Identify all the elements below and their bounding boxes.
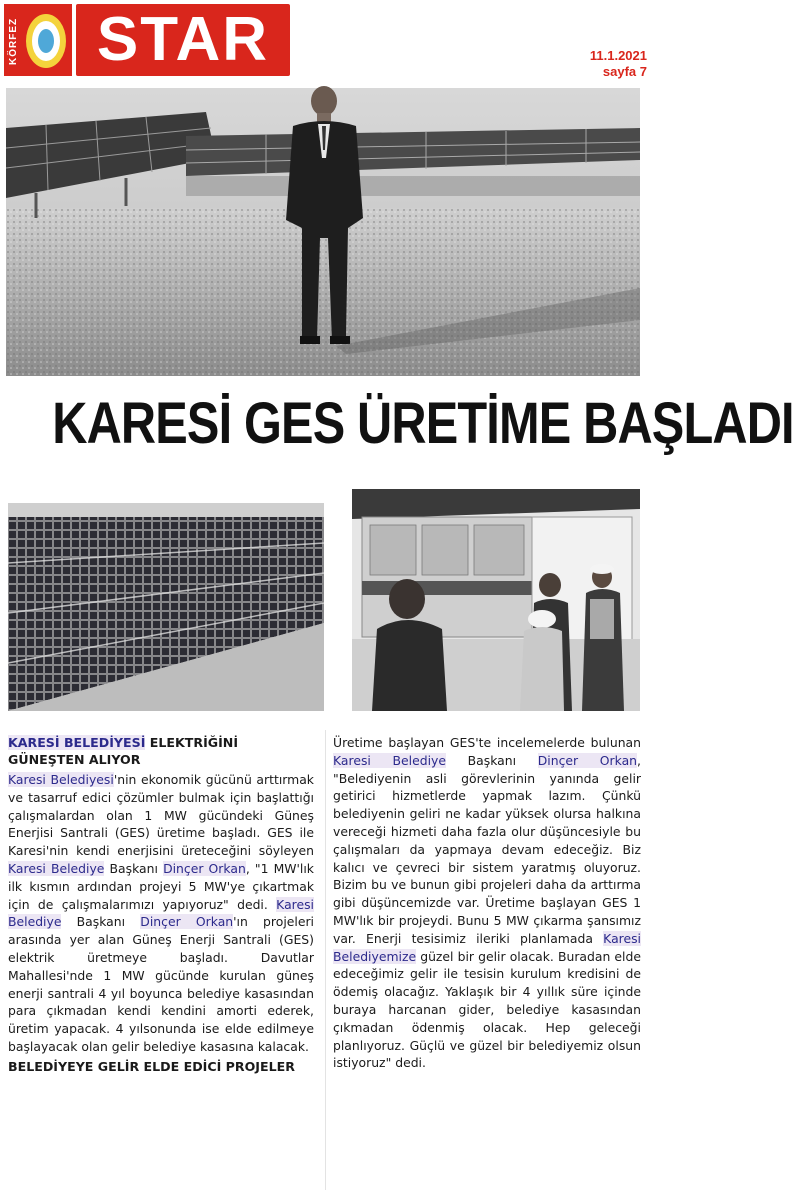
- inverter-room-image: [352, 489, 640, 711]
- highlight-karesi-belediye: Karesi Belediye: [333, 752, 446, 768]
- paragraph-text: Başkanı: [445, 752, 538, 768]
- issue-date: 11.1.2021: [589, 48, 647, 63]
- paragraph-text: Başkanı: [104, 860, 164, 876]
- paragraph-text: güzel bir gelir olacak. Buradan elde edeceğimiz gelir ile tesisin kurulum kredisini de ödemiş olacağız. Yaklaşık bir 4 yıllık süre içinde buraya harcanan gider, belediye kasasından çıkmadan ödenmiş olacak. Hep geleceği planlıyoruz. Güçlü ve güzel bir belediyemiz olsun istiyoruz" dedi.: [333, 948, 641, 1071]
- solar-panel-field-image: [8, 503, 324, 711]
- paragraph-text: 'nin ekonomik gücünü arttırmak ve tasarruf edici çözümler bulmak için başlattığı çalışmalardan olan 1 MW gücündeki Güneş Enerjisi Santrali (GES) üretime başladı. GES ile Karesi'nin kendi enerjisini üreteceğini söyleyen: [8, 772, 314, 859]
- korfez-logo-text: KÖRFEZ: [8, 17, 19, 65]
- article-right-column: [333, 734, 641, 1072]
- mayor-solar-field-image: [6, 88, 640, 376]
- main-photo-mayor-solar-field: [6, 88, 640, 376]
- subheading-highlight: KARESİ BELEDİYESİ: [8, 735, 146, 750]
- article-paragraph-2: [333, 734, 641, 1072]
- paragraph-text: , "1 MW'lık ilk kısmın ardından projeyi 5 MW'ye çıkartmak için de çalışmalarımızı yapıyoruz" dedi.: [8, 860, 314, 912]
- inverter-room-photo: [352, 489, 640, 711]
- sun-emblem-icon: [24, 12, 68, 70]
- highlight-karesi-belediye: Karesi Belediye: [8, 860, 105, 876]
- article-headline: KARESİ GES ÜRETİME BAŞLADI: [52, 391, 794, 456]
- highlight-dincer-orkan: Dinçer Orkan: [163, 860, 246, 876]
- solar-panels-photo: [8, 503, 324, 711]
- highlight-karesi-belediyemize: Karesi Belediyemize: [333, 930, 641, 964]
- article-paragraph-1: [8, 771, 314, 1056]
- article-subheading-2: BELEDİYEYE GELİR ELDE EDİCİ PROJELER: [8, 1058, 295, 1074]
- korfez-logo: [4, 4, 72, 76]
- page-number: sayfa 7: [602, 64, 647, 79]
- highlight-karesi-belediye: Karesi Belediye: [8, 896, 314, 930]
- column-divider: [325, 730, 326, 1190]
- subheading-text: ELEKTRİĞİNİ GÜNEŞTEN ALIYOR: [8, 735, 239, 767]
- paragraph-text: Üretime başlayan GES'te incelemelerde bulunan: [333, 735, 641, 750]
- star-logo-text: STAR: [96, 5, 270, 74]
- star-logo: [76, 4, 290, 76]
- highlight-dincer-orkan: Dinçer Orkan: [537, 752, 638, 768]
- article-subheading: [8, 734, 314, 768]
- paragraph-text: 'ın projeleri arasında yer alan Güneş Enerji Santrali (GES) elektrik üretmeye başladı. Davutlar Mahallesi'nde 1 MW gücünde kurulan güneş enerji santrali 4 yıl boyunca belediye kasasından para çıkmadan kendi kendini amorti ederek, üretim yapacak. 4 yılsonunda ise elde edilmeye başlayacak olan gelir belediye kasasına kalacak.: [8, 914, 314, 1054]
- paragraph-text: Başkanı: [61, 914, 141, 930]
- paragraph-text: , "Belediyenin asli görevlerinin yanında gelir getirici hizmetlerde yapmak lazım. Çünkü belediyenin geliri ne kadar yüksek olursa halkına vereceği hizmeti daha fazla olur düşüncesiyle bu çalışmaları da yapmaya devam edeceğiz. Biz kalıcı ve çevreci bir sistem yaratmış oluyoruz. Bizim bu ve bunun gibi projeleri daha da arttırma gibi düşüncemizde var. Üretime başlayan GES 1 MW'lık bir projeydi. Bunu 5 MW çıkarma şansımız var. Enerji tesisimiz ileriki planlamada: [333, 752, 641, 946]
- highlight-dincer-orkan: Dinçer Orkan: [140, 914, 234, 930]
- article-left-column: [8, 734, 314, 1075]
- masthead: [0, 0, 653, 88]
- highlight-karesi-belediyesi: Karesi Belediyesi: [8, 772, 114, 787]
- issue-info: [590, 48, 647, 80]
